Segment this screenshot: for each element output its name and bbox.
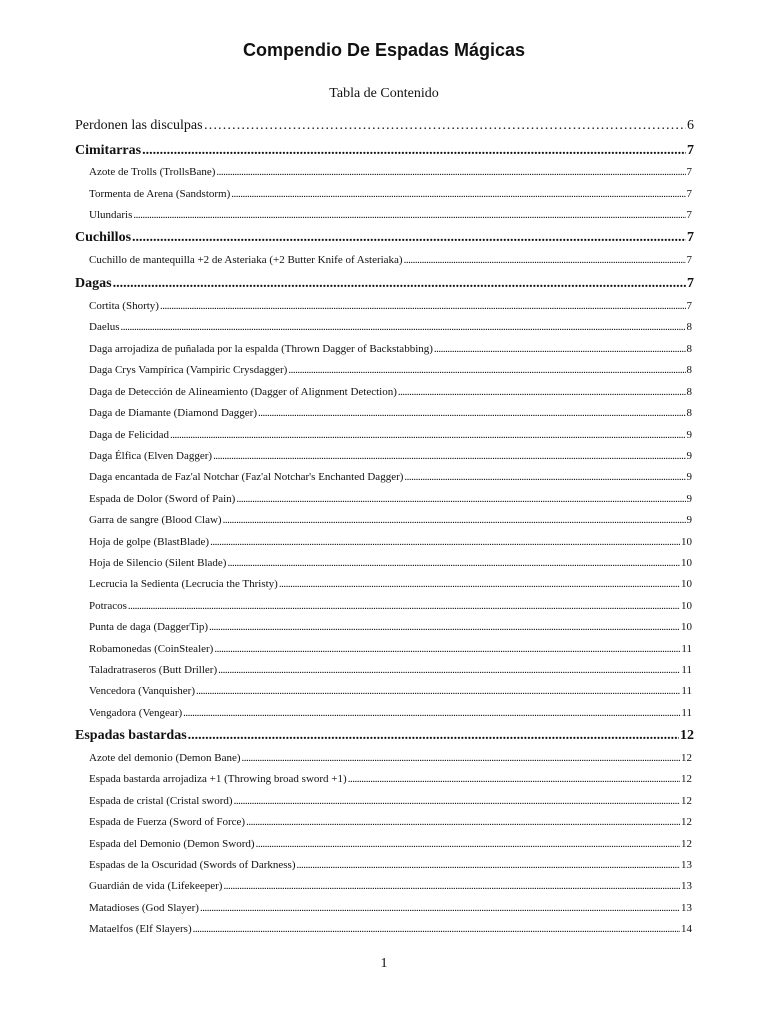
toc-entry[interactable]: Cuchillo de mantequilla +2 de Asteriaka (+2 Butter Knife of Asteriaka) ..... 7 [89, 254, 692, 266]
toc-entry[interactable]: Daga Crys Vampírica (Vampiric Crysdagger) ..... 8 [89, 364, 692, 376]
toc-entry[interactable]: Daga de Felicidad ..... 9 [89, 429, 692, 441]
toc-entry[interactable]: Daga encantada de Faz'al Notchar (Faz'al Notchar's Enchanted Dagger) ..... 9 [89, 471, 692, 483]
toc-heading: Tabla de Contenido [329, 86, 439, 101]
toc-entry[interactable]: Espada de Dolor (Sword of Pain) ..... 9 [89, 493, 692, 505]
toc-entry[interactable]: Matadioses (God Slayer) ..... 13 [89, 902, 692, 914]
toc-section-cuchillos[interactable]: Cuchillos ..... 7 [75, 230, 694, 246]
toc-entry[interactable]: Daga de Detección de Alineamiento (Dagger of Alignment Detection) ..... 8 [89, 386, 692, 398]
toc-section-dagas[interactable]: Dagas ..... 7 [75, 276, 694, 292]
toc-entry[interactable]: Hoja de golpe (BlastBlade) ..... 10 [89, 536, 692, 548]
toc-entry[interactable]: Espada bastarda arrojadiza +1 (Throwing broad sword +1) ..... 12 [89, 773, 692, 785]
toc-entry[interactable]: Cortita (Shorty) ..... 7 [89, 300, 692, 312]
toc-entry[interactable]: Robamonedas (CoinStealer) ..... 11 [89, 643, 692, 655]
toc-entry[interactable]: Daelus ..... 8 [89, 321, 692, 333]
toc-entry-intro[interactable]: Perdonen las disculpas …………………………………………………………………………………………………………………………………………………………………………………………………… 6 [75, 118, 694, 134]
toc-section-espadas-bastardas[interactable]: Espadas bastardas ..... 12 [75, 728, 694, 744]
toc-entry[interactable]: Garra de sangre (Blood Claw) ..... 9 [89, 514, 692, 526]
toc-entry[interactable]: Daga Élfica (Elven Dagger) ..... 9 [89, 450, 692, 462]
toc-entry[interactable]: Guardián de vida (Lifekeeper) ..... 13 [89, 880, 692, 892]
toc-entry[interactable]: Espada de Fuerza (Sword of Force) ..... 12 [89, 816, 692, 828]
toc-entry[interactable]: Potracos ..... 10 [89, 600, 692, 612]
toc-entry[interactable]: Vengadora (Vengear) ..... 11 [89, 707, 692, 719]
toc-entry[interactable]: Azote del demonio (Demon Bane) ..... 12 [89, 752, 692, 764]
toc-entry[interactable]: Taladratraseros (Butt Driller) ..... 11 [89, 664, 692, 676]
toc-entry[interactable]: Daga arrojadiza de puñalada por la espalda (Thrown Dagger of Backstabbing) ..... 8 [89, 343, 692, 355]
toc-entry[interactable]: Espada del Demonio (Demon Sword) ..... 12 [89, 838, 692, 850]
toc-entry[interactable]: Punta de daga (DaggerTip) ..... 10 [89, 621, 692, 633]
toc-entry[interactable]: Vencedora (Vanquisher) ..... 11 [89, 685, 692, 697]
toc-section-cimitarras[interactable]: Cimitarras ..... 7 [75, 143, 694, 159]
toc-entry[interactable]: Espada de cristal (Cristal sword) ..... 12 [89, 795, 692, 807]
toc-entry[interactable]: Tormenta de Arena (Sandstorm) ..... 7 [89, 188, 692, 200]
document-title: Compendio De Espadas Mágicas [242, 40, 526, 60]
toc-entry[interactable]: Hoja de Silencio (Silent Blade) ..... 10 [89, 557, 692, 569]
toc-entry[interactable]: Espadas de la Oscuridad (Swords of Darkness) ..... 13 [89, 859, 692, 871]
toc-entry[interactable]: Azote de Trolls (TrollsBane) ..... 7 [89, 166, 692, 178]
toc-entry[interactable]: Ulundaris ..... 7 [89, 209, 692, 221]
toc-entry[interactable]: Mataelfos (Elf Slayers) ..... 14 [89, 923, 692, 935]
toc-entry[interactable]: Lecrucia la Sedienta (Lecrucia the Thristy) ..... 10 [89, 578, 692, 590]
page-number: 1 [380, 956, 388, 971]
toc-entry[interactable]: Daga de Diamante (Diamond Dagger) ..... 8 [89, 407, 692, 419]
